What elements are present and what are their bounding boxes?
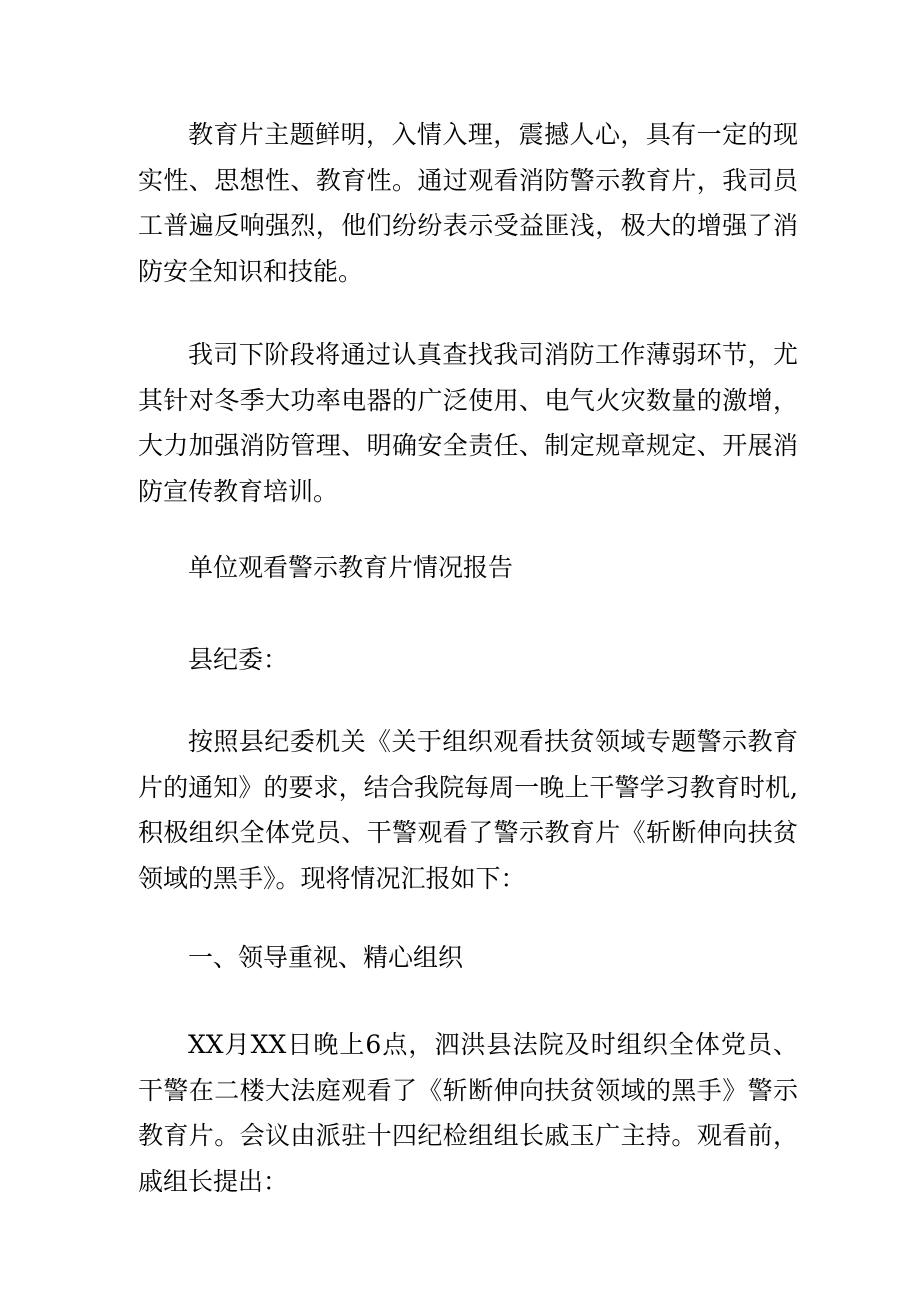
report-addressee: 县纪委： xyxy=(188,645,289,674)
paragraph-education-film-theme: 教育片主题鲜明，入情入理，震撼人心，具有一定的现实性、思想性、教育性。通过观看消防警示教育片，我司员工普遍反响强烈，他们纷纷表示受益匪浅，极大的增强了消防安全知识和技能。 xyxy=(138,120,798,286)
section-heading-leadership: 一、领导重视、精心组织 xyxy=(188,943,464,972)
paragraph-next-stage-plan: 我司下阶段将通过认真查找我司消防工作薄弱环节，尤其针对冬季大功率电器的广泛使用、电气火灾数量的激增，大力加强消防管理、明确安全责任、制定规章规定、开展消防宣传教育培训。 xyxy=(138,340,798,506)
paragraph-report-intro: 按照县纪委机关《关于组织观看扶贫领域专题警示教育片的通知》的要求，结合我院每周一晚上干警学习教育时机,积极组织全体党员、干警观看了警示教育片《斩断伸向扶贫领域的黑手》。现将情况汇报如下： xyxy=(138,727,798,893)
report-title: 单位观看警示教育片情况报告 xyxy=(188,553,514,582)
paragraph-meeting-details: XX月XX日晚上6点，泗洪县法院及时组织全体党员、干警在二楼大法庭观看了《斩断伸向扶贫领域的黑手》警示教育片。会议由派驻十四纪检组组长戚玉广主持。观看前，戚组长提出： xyxy=(138,1030,798,1196)
